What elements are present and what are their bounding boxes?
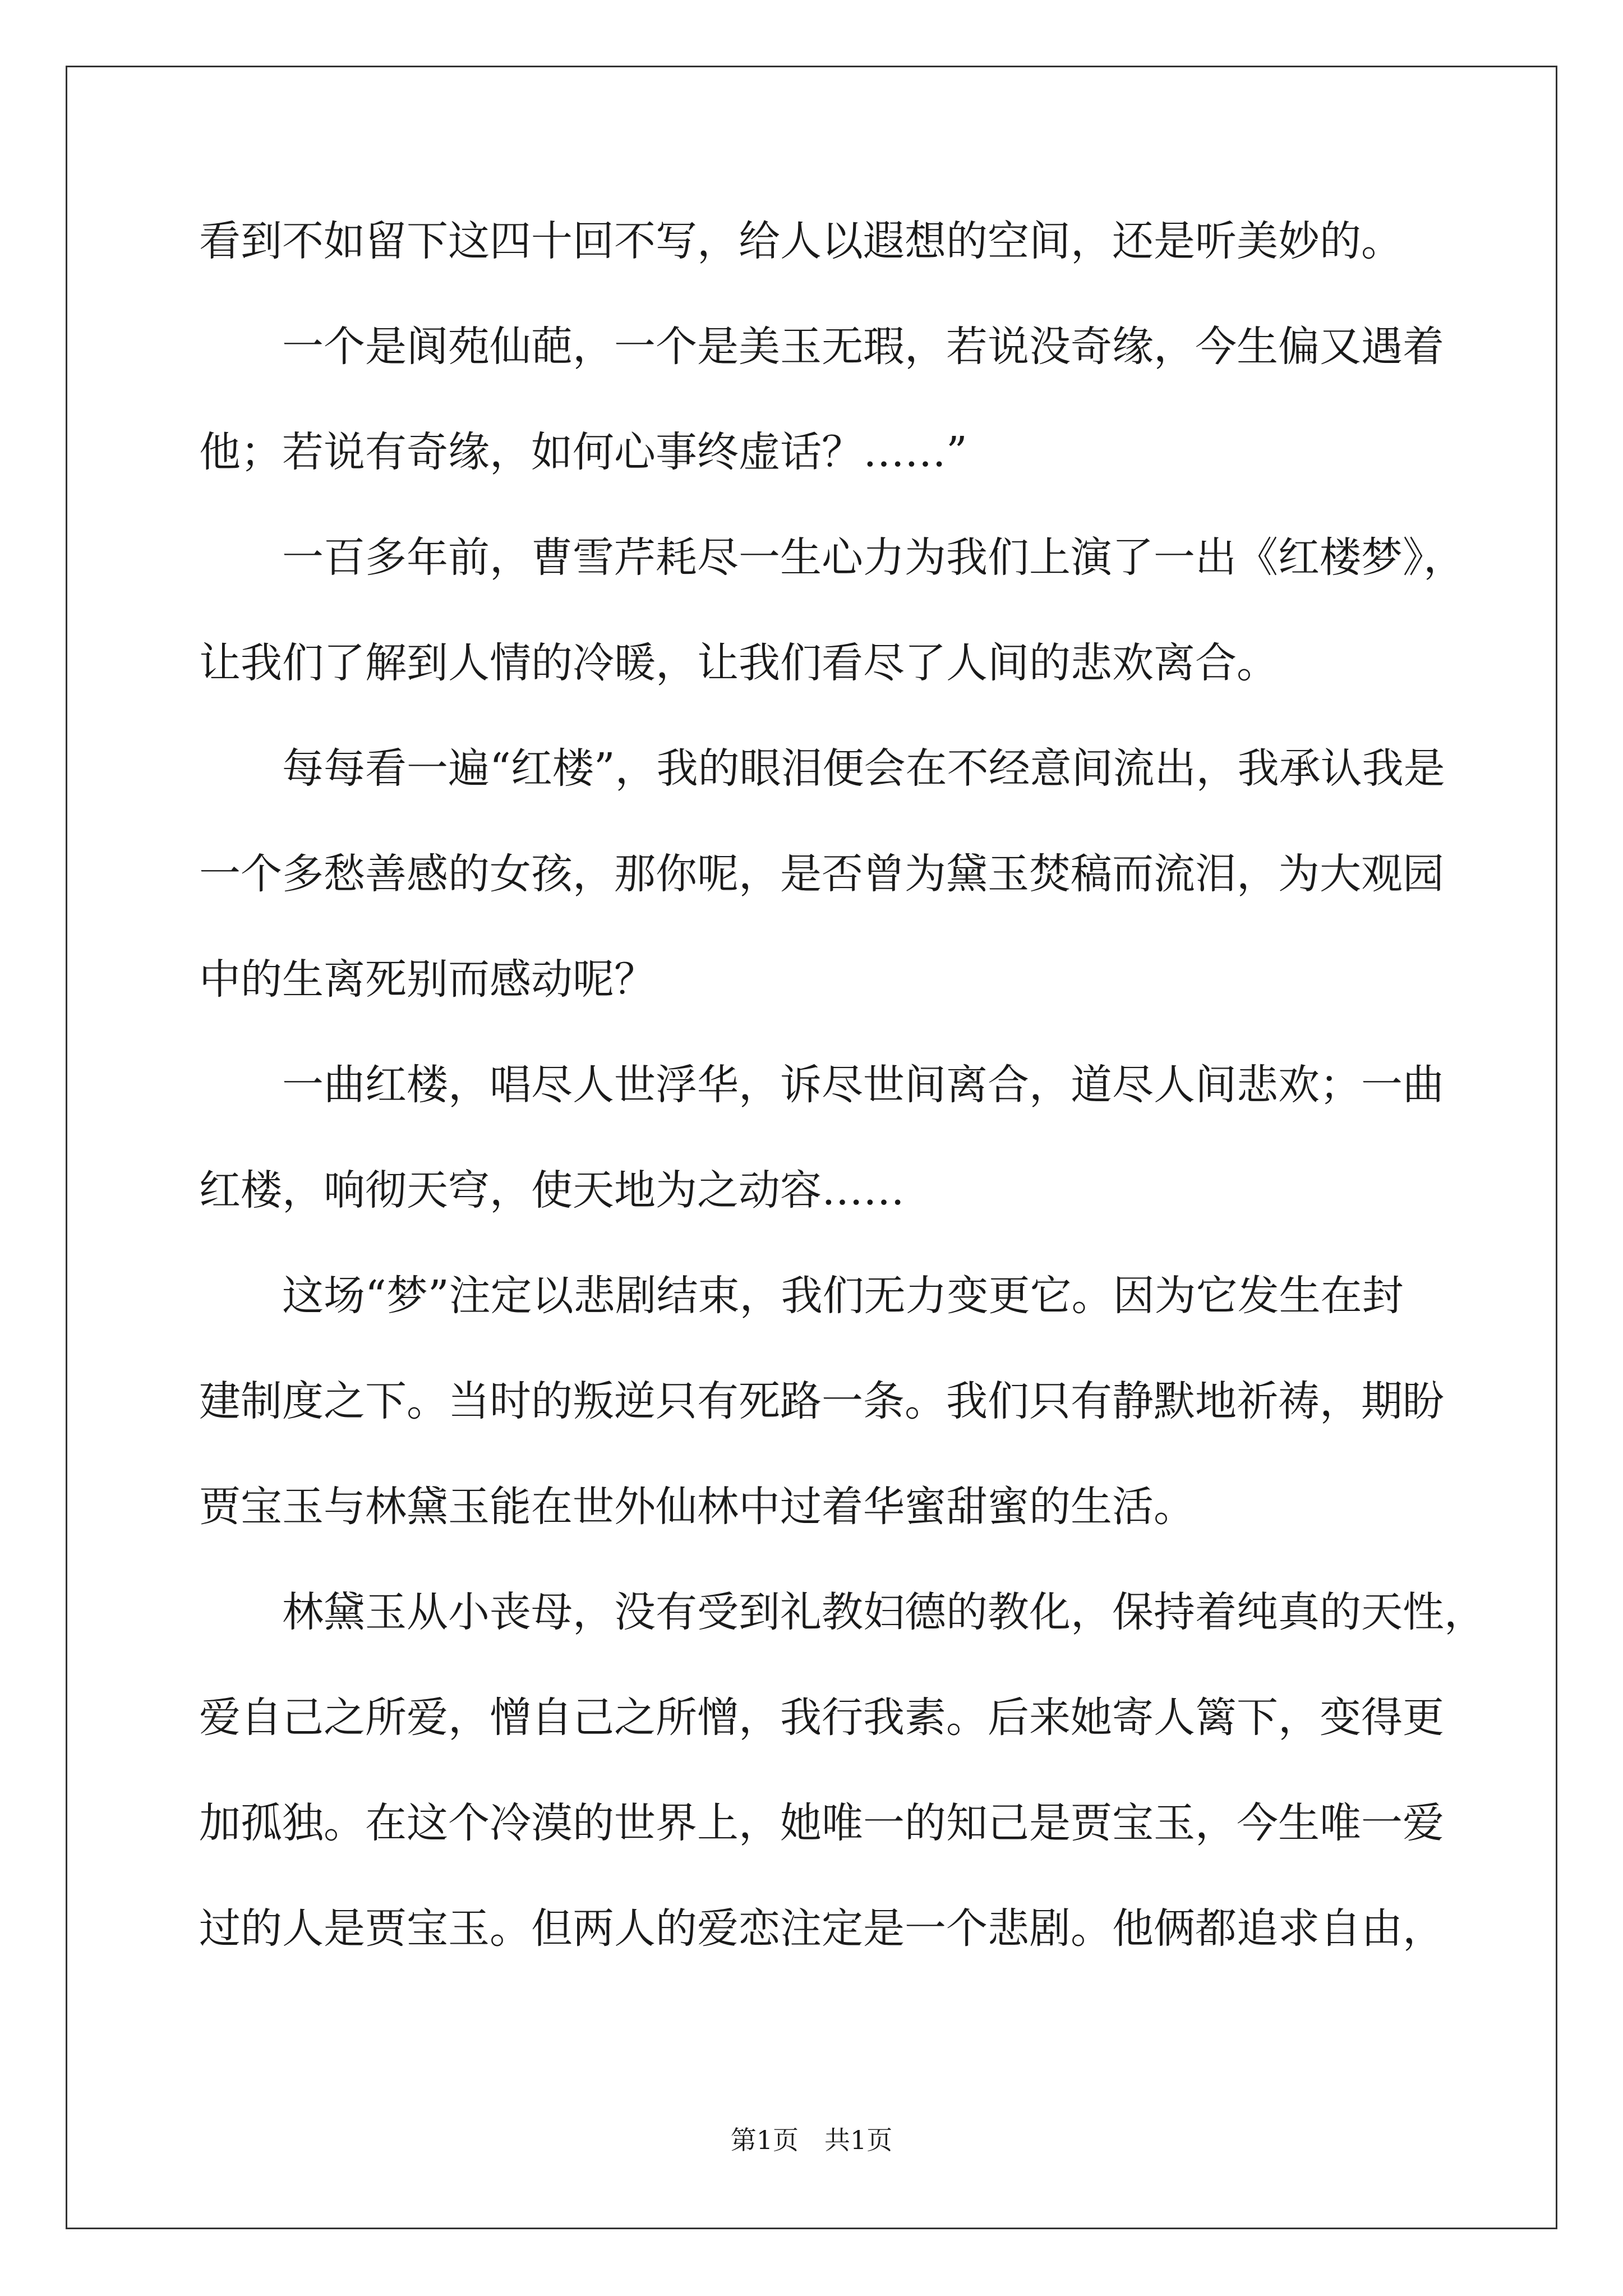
text-line: 让我们了解到人情的冷暖，让我们看尽了人间的悲欢离合。 [199, 639, 1278, 687]
text-line: 过的人是贾宝玉。但两人的爱恋注定是一个悲剧。他俩都追求自由， [199, 1904, 1444, 1953]
text-line: 一个多愁善感的女孩，那你呢，是否曾为黛玉焚稿而流泪，为大观园 [199, 850, 1444, 898]
text-line: 一百多年前，曹雪芹耗尽一生心力为我们上演了一出《红楼梦》， [282, 533, 1465, 582]
text-line: 加孤独。在这个冷漠的世界上，她唯一的知己是贾宝玉，今生唯一爱 [199, 1799, 1444, 1847]
text-line: 一曲红楼，唱尽人世浮华，诉尽世间离合，道尽人间悲欢；一曲 [282, 1061, 1444, 1109]
page-number-footer: 第1页 共1页 [730, 2125, 893, 2155]
text-line: 林黛玉从小丧母，没有受到礼教妇德的教化，保持着纯真的天性， [282, 1588, 1486, 1636]
text-line: 中的生离死别而感动呢？ [199, 955, 656, 1004]
text-line: 他；若说有奇缘，如何心事终虚话？……” [199, 428, 967, 476]
text-line: 爱自己之所爱，憎自己之所憎，我行我素。后来她寄人篱下，变得更 [199, 1694, 1444, 1742]
text-line: 红楼，响彻天穹，使天地为之动容…… [199, 1166, 905, 1214]
text-line: 每每看一遍“红楼”，我的眼泪便会在不经意间流出，我承认我是 [282, 744, 1445, 793]
text-line: 贾宝玉与林黛玉能在世外仙林中过着华蜜甜蜜的生活。 [199, 1483, 1195, 1531]
text-line: 一个是阆苑仙葩，一个是美玉无瑕，若说没奇缘，今生偏又遇着 [282, 323, 1444, 371]
text-line: 建制度之下。当时的叛逆只有死路一条。我们只有静默地祈祷，期盼 [199, 1377, 1444, 1425]
text-line: 这场“梦”注定以悲剧结束，我们无力变更它。因为它发生在封 [282, 1272, 1404, 1320]
text-line: 看到不如留下这四十回不写，给人以遐想的空间，还是听美妙的。 [199, 217, 1403, 265]
